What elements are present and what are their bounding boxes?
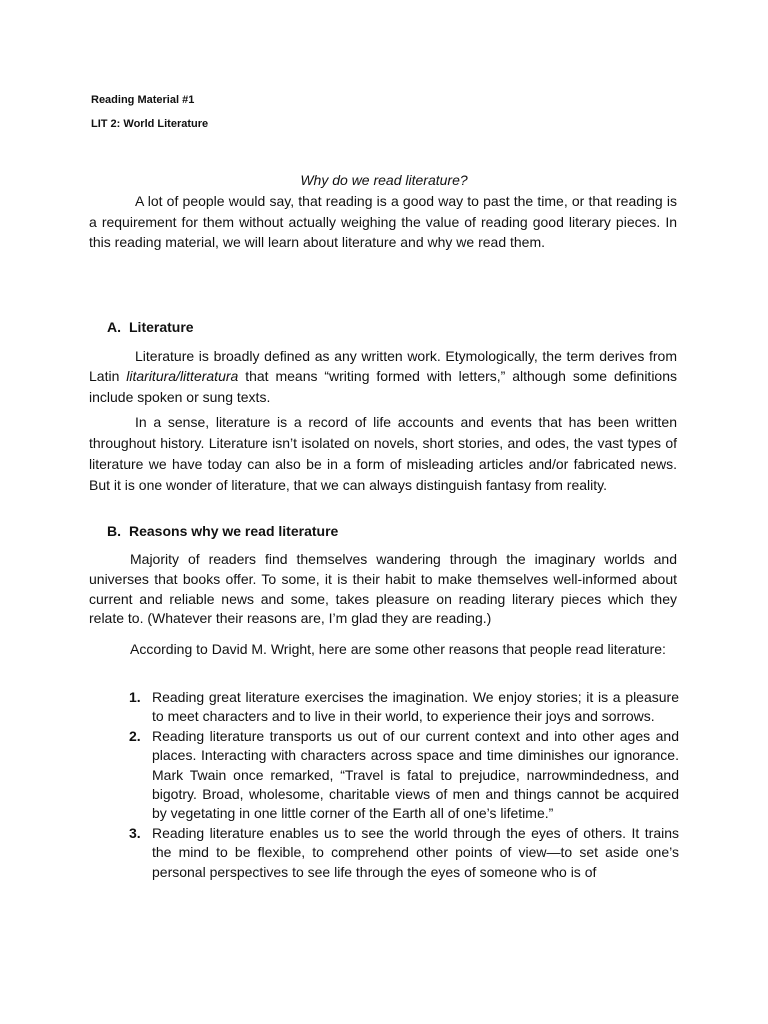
list-item <box>129 688 679 727</box>
section-a-paragraph-2: In a sense, literature is a record of life accounts and events that has been written throughout history. Literature isn’t isolated on novels, short stories, and odes, the vast types of literature we have today can also be in a form of misleading articles and/or fabricated news. But it is one wonder of literature, that we can always distinguish fantasy from reality. <box>89 414 677 493</box>
list-item <box>129 824 679 882</box>
intro-paragraph: A lot of people would say, that reading is a good way to past the time, or that reading is a requirement for them without actually weighing the value of reading good literary pieces. In this reading material, we will learn about literature and why we read them. <box>89 193 677 250</box>
list-item-number: 1. <box>129 689 141 705</box>
course-label: LIT 2: World Literature <box>91 118 209 130</box>
section-b-letter: B. <box>107 523 121 539</box>
reasons-list <box>129 688 679 882</box>
document-title: Why do we read literature? <box>300 172 468 188</box>
list-item-number: 3. <box>129 824 141 841</box>
section-a-heading <box>107 319 194 335</box>
list-item-number: 2. <box>129 727 141 744</box>
latin-term: litaritura/litteratura <box>126 368 239 385</box>
section-b-heading <box>107 523 338 539</box>
section-b-paragraph-2: According to David M. Wright, here are some other reasons that people read literature: <box>130 641 666 657</box>
list-item-text: Reading great literature exercises the imagination. We enjoy stories; it is a pleasure to meet characters and to live in their world, to experience their joys and sorrows. <box>152 689 679 725</box>
paragraph-text: that means “writing formed with letters,” although some definitions include spoken or sung texts. <box>89 368 678 405</box>
paragraph-text: Literature is broadly defined as any written work. Etymologically, the term derives from Latin <box>89 348 677 385</box>
section-a-paragraph-1 <box>89 346 677 407</box>
section-b-paragraph-1: Majority of readers find themselves wandering through the imaginary worlds and universes that books offer. To some, it is their habit to make themselves well-informed about current and reliable news and some, takes pleasure on reading literary pieces which they relate to. (Whatever their reasons are, I’m glad they are reading.) <box>89 551 677 627</box>
section-a-title: Literature <box>129 319 194 335</box>
section-a-letter: A. <box>107 319 121 335</box>
section-b-title: Reasons why we read literature <box>129 523 339 539</box>
list-item-text: Reading literature enables us to see the world through the eyes of others. It trains the mind to be flexible, to comprehend other points of view—to set aside one’s personal perspectives to see life through the eyes of someone who is of <box>152 824 679 880</box>
list-item <box>129 727 679 824</box>
list-item-text: Reading literature transports us out of our current context and into other ages and places. Interacting with characters across space and time diminishes our ignorance. Mark Twain once remarked, “Travel is fatal to prejudice, narrowmindedness, and bigotry. Broad, wholesome, charitable views of men and things cannot be acquired by vegetating in one little corner of the Earth all of one’s lifetime.” <box>152 727 679 822</box>
reading-material-label: Reading Material #1 <box>91 94 195 106</box>
